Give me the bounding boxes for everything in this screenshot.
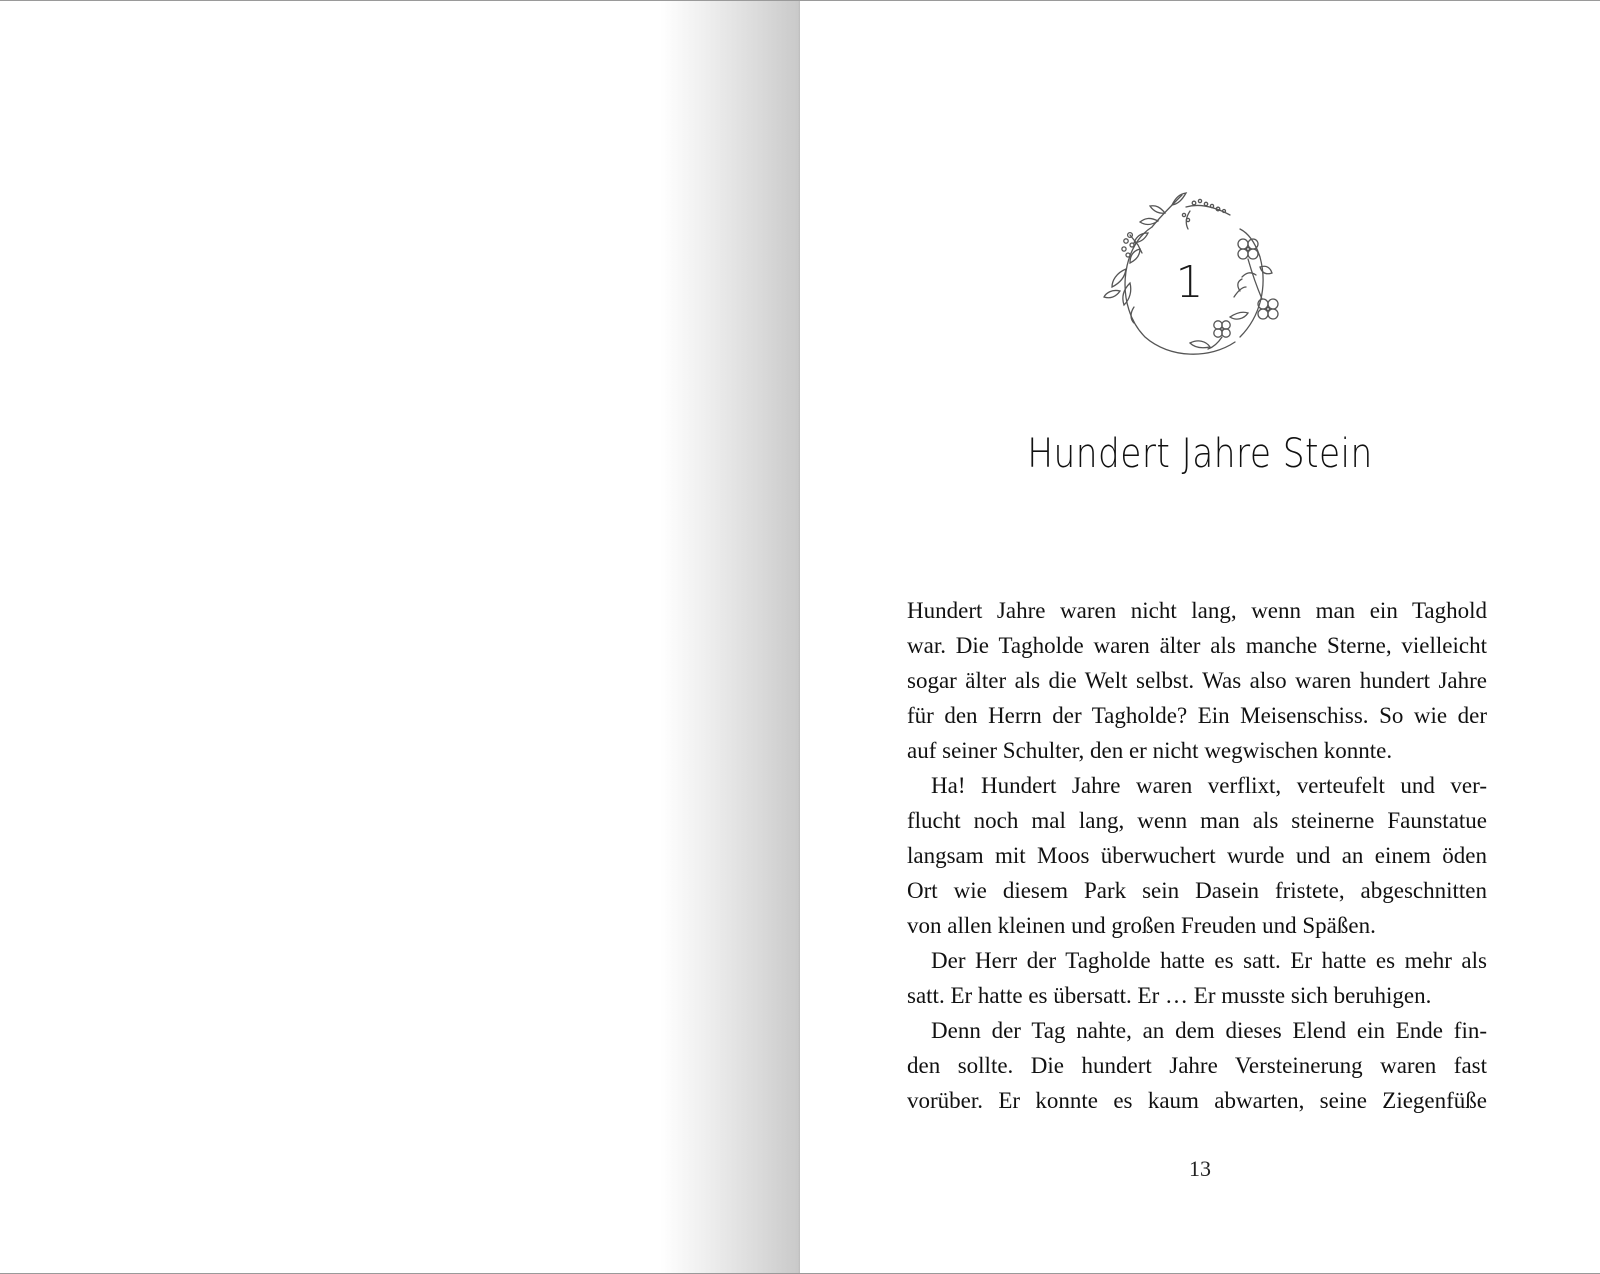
text-line: vorüber. Er konnte es kaum abwarten, seine Ziegenfüße — [907, 1088, 1487, 1113]
text-line: auf seiner Schulter, den er nicht wegwischen konnte. — [907, 738, 1393, 763]
text-line: den sollte. Die hundert Jahre Versteinerung waren fast — [907, 1053, 1487, 1078]
chapter-number: 1 — [1175, 256, 1205, 308]
text-line: von allen kleinen und großen Freuden und Späßen. — [907, 913, 1376, 938]
right-page — [800, 1, 1600, 1273]
text-line: sogar älter als die Welt selbst. Was also waren hundert Jahre — [907, 668, 1487, 693]
chapter-title: Hundert Jahre Stein — [1027, 431, 1373, 477]
page-number: 13 — [1189, 1156, 1211, 1181]
chapter-body-text — [907, 593, 1487, 1118]
floral-wreath-icon — [1090, 187, 1290, 367]
text-line: Der Herr der Tagholde hatte es satt. Er hatte es mehr als — [931, 948, 1487, 973]
text-line: Denn der Tag nahte, an dem dieses Elend ein Ende fin- — [931, 1018, 1487, 1043]
text-line: Hundert Jahre waren nicht lang, wenn man ein Taghold — [907, 598, 1487, 623]
text-line: flucht noch mal lang, wenn man als steinerne Faunstatue — [907, 808, 1487, 833]
text-line: Ha! Hundert Jahre waren verflixt, verteufelt und ver- — [931, 773, 1487, 798]
left-page-blank — [0, 1, 800, 1273]
text-line: satt. Er hatte es übersatt. Er … Er musste sich beruhigen. — [907, 983, 1432, 1008]
text-line: für den Herrn der Tagholde? Ein Meisenschiss. So wie der — [907, 703, 1487, 728]
text-line: langsam mit Moos überwuchert wurde und an einem öden — [907, 843, 1487, 868]
text-line: Ort wie diesem Park sein Dasein fristete, abgeschnitten — [907, 878, 1487, 903]
text-line: war. Die Tagholde waren älter als manche Sterne, vielleicht — [907, 633, 1487, 658]
